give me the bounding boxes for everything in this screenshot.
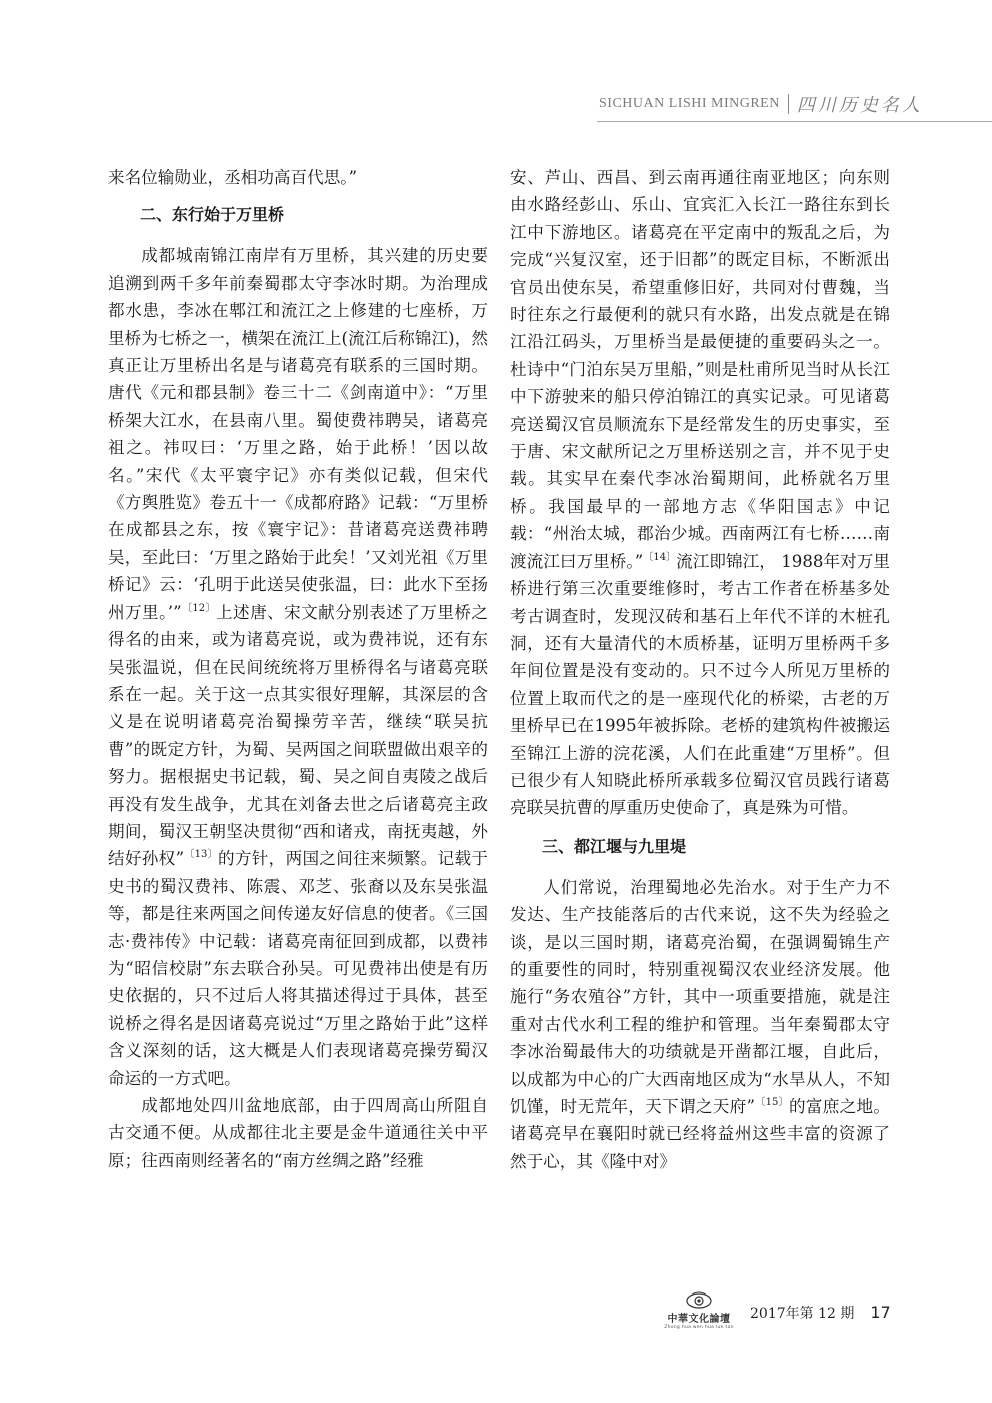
journal-logo (660, 1291, 738, 1330)
logo-pinyin: Zhong hua wen hua lun tan (664, 1324, 734, 1330)
paragraph: 成都城南锦江南岸有万里桥，其兴建的历史要追溯到两千多年前秦蜀郡太守李冰时期。为治理成都水患，李冰在郫江和流江之上修建的七座桥，万里桥为七桥之一，横架在流江上(流江后称锦江)，然真正让万里桥出名是与诸葛亮有联系的三国时期。唐代《元和郡县制》卷三十二《剑南道中》：“万里桥架大江水，在县南八里。蜀使费祎聘吴，诸葛亮祖之。祎叹曰：‘万里之路，始于此桥！’因以故名。”宋代《太平寰宇记》亦有类似记载，但宋代《方舆胜览》卷五十一《成都府路》记载：“万里桥在成都县之东，按《寰宇记》：昔诸葛亮送费祎聘吴，至此曰：‘万里之路始于此矣！’又刘光祖《万里桥记》云：‘孔明于此送吴使张温，曰：此水下至扬州万里。’”$^{〔12〕}$上述唐、宋文献分别表述了万里桥之得名的由来，或为诸葛亮说，或为费祎说，还有东吴张温说，但在民间统统将万里桥得名与诸葛亮联系在一起。关于这一点其实很好理解，其深层的含义是在说明诸葛亮治蜀操劳辛苦，继续“联吴抗曹”的既定方针，为蜀、吴两国之间联盟做出艰辛的努力。据根据史书记载，蜀、吴之间自夷陵之战后再没有发生战争，尤其在刘备去世之后诸葛亮主政期间，蜀汉王朝坚决贯彻“西和诸戎，南抚夷越，外结好孙权”$^{〔13〕}$的方针，两国之间往来频繁。记载于史书的蜀汉费祎、陈震、邓芝、张裔以及东吴张温等，都是往来两国之间传递友好信息的使者。《三国志·费祎传》中记载：诸葛亮南征回到成都，以费祎为“昭信校尉”东去联合孙吴。可见费祎出使是有历史依据的，只不过后人将其描述得过于具体，甚至说桥之得名是因诸葛亮说过“万里之路始于此”这样含义深刻的话，这大概是人们表现诸葛亮操劳蜀汉命运的一方式吧。 (108, 246, 489, 1088)
paragraph-continued: 安、芦山、西昌、到云南再通往南亚地区；向东则由水路经彭山、乐山、宜宾汇入长江一路往东到长江中下游地区。诸葛亮在平定南中的叛乱之后，为完成“兴复汉室，还于旧都”的既定目标，不断派出官员出使东吴，希望重修旧好，共同对付曹魏，当时往东之行最便利的就只有水路，出发点就是在锦江沿江码头，万里桥当是最便捷的重要码头之一。杜诗中“门泊东吴万里船，”则是杜甫所见当时从长江中下游驶来的船只停泊锦江的真实记录。可见诸葛亮送蜀汉官员顺流东下是经常发生的历史事实，至于唐、宋文献所记之万里桥送别之言，并不见于史载。其实早在秦代李冰治蜀期间，此桥就名万里桥。我国最早的一部地方志《华阳国志》中记载：“州治太城，郡治少城。西南两江有七桥……南渡流江曰万里桥。”$^{〔14〕}$流江即锦江， 1988年对万里桥进行第三次重要维修时，考古工作者在桥基多处考古调查时，发现汉砖和基石上年代不详的木桩孔洞，还有大量清代的木质桥基，证明万里桥两千多年间位置是没有变动的。只不过今人所见万里桥的位置上取而代之的是一座现代化的桥梁，古老的万里桥早已在1995年被拆除。老桥的建筑构件被搬运至锦江上游的浣花溪，人们在此重建“万里桥”。但已很少有人知晓此桥所承载多位蜀汉官员践行诸葛亮联吴抗曹的厚重历史使命了，真是殊为可惜。 (510, 168, 891, 818)
footnote-ref-12[interactable]: 〔12〕 (181, 602, 217, 614)
footnote-ref-13[interactable]: 〔13〕 (184, 849, 218, 861)
header-separator (788, 94, 789, 114)
page-footer (660, 1290, 900, 1330)
paragraph: 人们常说，治理蜀地必先治水。对于生产力不发达、生产技能落后的古代来说，这不失为经验之谈，是以三国时期，诸葛亮治蜀，在强调蜀锦生产的重要性的同时，特别重视蜀汉农业经济发展。他施行“务农殖谷”方针，其中一项重要措施，就是注重对古代水利工程的维护和管理。当年秦蜀郡太守李冰治蜀最伟大的功绩就是开凿都江堰，自此后，以成都为中心的广大西南地区成为“水旱从人，不知饥馑，时无荒年，天下谓之天府”$^{〔15〕}$的富庶之地。诸葛亮早在襄阳时就已经将益州这些丰富的资源了然于心，其《隆中对》 (510, 877, 891, 1171)
left-column (108, 164, 488, 1174)
header-journal-pinyin: SICHUAN LISHI MINGREN (599, 96, 780, 111)
paragraph-continued: 来名位输勋业，丞相功高百代思。” (108, 168, 358, 187)
footnote-ref-15[interactable]: 〔15〕 (755, 1097, 789, 1108)
section-heading-3: 三、都江堰与九里堤 (542, 836, 687, 856)
eye-emblem-icon (686, 1291, 712, 1309)
running-header (597, 86, 992, 122)
page-number: 17 (870, 1302, 891, 1322)
footnote-ref-14[interactable]: 〔14〕 (643, 551, 677, 563)
logo-text: 中華文化論壇 (667, 1313, 731, 1325)
section-heading-2: 二、东行始于万里桥 (140, 205, 285, 225)
paragraph: 成都地处四川盆地底部，由于四周高山所阻自古交通不便。从成都往北主要是金牛道通往关中平原；往西南则经著名的“南方丝绸之路”经雅 (108, 1096, 488, 1170)
right-column (510, 164, 890, 1175)
header-column-title: 四川历史名人 (796, 95, 923, 116)
header-rule (597, 121, 992, 122)
issue-label: 2017年第 12 期 (750, 1306, 855, 1322)
